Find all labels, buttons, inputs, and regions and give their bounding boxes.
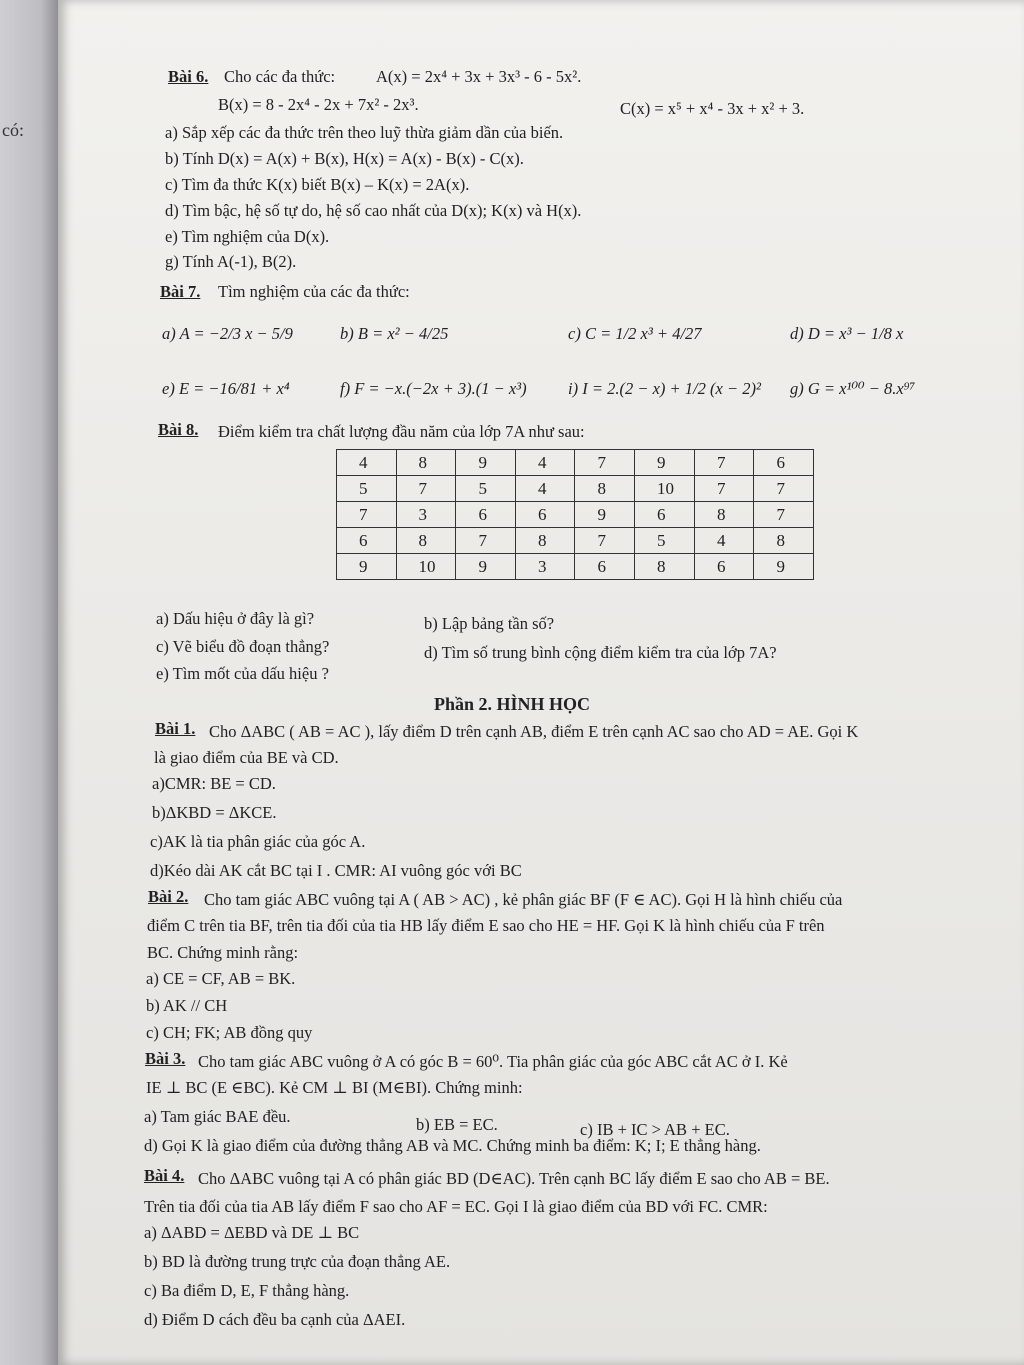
geo-bai2-line1: Cho tam giác ABC vuông tại A ( AB > AC) , kẻ phân giác BF (F ∈ AC). Gọi H là hình chiếu của: [204, 890, 843, 909]
table-row: [337, 528, 814, 554]
table-cell: 7: [575, 528, 635, 554]
geo-bai4-item-c: c) Ba điểm D, E, F thẳng hàng.: [144, 1281, 350, 1300]
poly-b: B(x) = 8 - 2x⁴ - 2x + 7x² - 2x³.: [218, 95, 419, 114]
geo-bai2-title: Bài 2.: [148, 887, 189, 906]
bai6-title: Bài 6.: [168, 67, 209, 86]
geo-bai4-item-d: d) Điểm D cách đều ba cạnh của ΔAEI.: [144, 1310, 406, 1329]
bai6-item-a: a) Sắp xếp các đa thức trên theo luỹ thừa giảm dần của biến.: [165, 123, 564, 142]
table-cell: 3: [396, 502, 456, 528]
table-cell: 3: [515, 554, 575, 580]
table-cell: 5: [337, 476, 397, 502]
table-row: [337, 502, 814, 528]
bai6-item-b: b) Tính D(x) = A(x) + B(x), H(x) = A(x) - B(x) - C(x).: [165, 149, 524, 168]
bai7-item-a: a) A = −2/3 x − 5/9: [162, 324, 293, 343]
geo-bai2-item-b: b) AK // CH: [146, 996, 228, 1015]
bai8-q-b: b) Lập bảng tần số?: [424, 614, 555, 633]
geo-bai3-item-b: b) EB = EC.: [416, 1115, 498, 1134]
geo-bai1-item-b: b)ΔKBD = ΔKCE.: [152, 803, 277, 822]
table-cell: 8: [396, 450, 456, 476]
table-row: [337, 450, 814, 476]
table-cell: 6: [456, 502, 516, 528]
table-cell: 6: [515, 502, 575, 528]
side-note: có:: [2, 120, 24, 140]
bai8-q-d: d) Tìm số trung bình cộng điểm kiểm tra của lớp 7A?: [424, 643, 777, 662]
geo-bai3-item-a: a) Tam giác BAE đều.: [144, 1107, 291, 1126]
table-cell: 9: [635, 450, 695, 476]
bai7-item-g: g) G = x¹⁰⁰ − 8.x⁹⁷: [790, 379, 916, 398]
geo-bai4-title: Bài 4.: [144, 1166, 185, 1185]
table-row: [337, 554, 814, 580]
geo-bai3-line2: IE ⊥ BC (E ∈BC). Kẻ CM ⊥ BI (M∈BI). Chứng minh:: [146, 1078, 523, 1097]
geo-bai2-line2: điểm C trên tia BF, trên tia đối của tia HB lấy điểm E sao cho HE = HF. Gọi K là hình chiếu của F trên: [147, 916, 825, 935]
geo-bai3-title: Bài 3.: [145, 1049, 186, 1068]
table-cell: 7: [575, 450, 635, 476]
geo-bai2-item-a: a) CE = CF, AB = BK.: [146, 969, 296, 988]
bai7-item-e: e) E = −16/81 + x⁴: [162, 379, 290, 398]
geo-bai1-line1: Cho ΔABC ( AB = AC ), lấy điểm D trên cạnh AB, điểm E trên cạnh AC sao cho AD = AE. Gọi K: [209, 722, 859, 741]
bai7-item-f: f) F = −x.(−2x + 3).(1 − x³): [340, 379, 527, 398]
table-cell: 7: [754, 476, 814, 502]
geo-bai4-line2: Trên tia đối của tia AB lấy điểm F sao cho AF = EC. Gọi I là giao điểm của BD với FC. CMR:: [144, 1197, 768, 1216]
part2-heading: Phần 2. HÌNH HỌC: [434, 694, 591, 714]
geo-bai1-item-c: c)AK là tia phân giác của góc A.: [150, 832, 366, 851]
bai8-q-a: a) Dấu hiệu ở đây là gì?: [156, 609, 315, 628]
table-cell: 8: [694, 502, 754, 528]
table-cell: 7: [337, 502, 397, 528]
geo-bai1-item-d: d)Kéo dài AK cắt BC tại I . CMR: AI vuông góc với BC: [150, 861, 522, 880]
table-cell: 8: [515, 528, 575, 554]
table-row: [337, 476, 814, 502]
bai6-item-e: e) Tìm nghiệm của D(x).: [165, 227, 330, 246]
table-cell: 7: [754, 502, 814, 528]
table-cell: 7: [396, 476, 456, 502]
geo-bai3-item-c: c) IB + IC > AB + EC.: [580, 1120, 730, 1139]
bai7-intro: Tìm nghiệm của các đa thức:: [218, 282, 410, 301]
table-cell: 6: [635, 502, 695, 528]
table-cell: 9: [575, 502, 635, 528]
geo-bai4-item-b: b) BD là đường trung trực của đoạn thẳng AE.: [144, 1252, 451, 1271]
table-cell: 8: [754, 528, 814, 554]
table-cell: 9: [456, 450, 516, 476]
bai7-item-b: b) B = x² − 4/25: [340, 324, 449, 343]
table-cell: 5: [456, 476, 516, 502]
bai7-item-d: d) D = x³ − 1/8 x: [790, 324, 904, 343]
worksheet-page: [58, 0, 1024, 1365]
table-cell: 4: [337, 450, 397, 476]
geo-bai3-line1: Cho tam giác ABC vuông ở A có góc B = 60⁰. Tia phân giác của góc ABC cắt AC ở I. Kẻ: [198, 1052, 788, 1071]
geo-bai4-line1: Cho ΔABC vuông tại A có phân giác BD (D∈AC). Trên cạnh BC lấy điểm E sao cho AB = BE.: [198, 1169, 830, 1188]
bai8-title: Bài 8.: [158, 420, 199, 439]
geo-bai2-item-c: c) CH; FK; AB đồng quy: [146, 1023, 313, 1042]
table-cell: 8: [575, 476, 635, 502]
table-cell: 6: [337, 528, 397, 554]
table-cell: 5: [635, 528, 695, 554]
table-cell: 4: [515, 476, 575, 502]
table-cell: 8: [396, 528, 456, 554]
bai8-intro: Điểm kiểm tra chất lượng đầu năm của lớp 7A như sau:: [218, 422, 585, 441]
table-cell: 10: [396, 554, 456, 580]
geo-bai1-line2: là giao điểm của BE và CD.: [154, 748, 339, 767]
bai7-title: Bài 7.: [160, 282, 201, 301]
bai6-item-g: g) Tính A(-1), B(2).: [165, 252, 297, 271]
bai6-item-c: c) Tìm đa thức K(x) biết B(x) – K(x) = 2A(x).: [165, 175, 470, 194]
geo-bai1-item-a: a)CMR: BE = CD.: [152, 774, 276, 793]
bai8-q-e: e) Tìm mốt của dấu hiệu ?: [156, 664, 329, 683]
geo-bai4-item-a: a) ΔABD = ΔEBD và DE ⊥ BC: [144, 1223, 360, 1242]
score-table: [336, 449, 814, 580]
bai8-q-c: c) Vẽ biểu đồ đoạn thẳng?: [156, 637, 330, 656]
table-cell: 9: [337, 554, 397, 580]
geo-bai3-item-d: d) Gọi K là giao điểm của đường thẳng AB và MC. Chứng minh ba điểm: K; I; E thẳng hàng.: [144, 1136, 761, 1155]
poly-a: A(x) = 2x⁴ + 3x + 3x³ - 6 - 5x².: [376, 67, 582, 86]
table-cell: 8: [635, 554, 695, 580]
bai7-item-c: c) C = 1/2 x³ + 4/27: [568, 324, 702, 343]
geo-bai2-line3: BC. Chứng minh rằng:: [147, 943, 299, 962]
poly-c: C(x) = x⁵ + x⁴ - 3x + x² + 3.: [620, 99, 805, 118]
bai7-item-i: i) I = 2.(2 − x) + 1/2 (x − 2)²: [568, 379, 761, 398]
table-cell: 7: [694, 450, 754, 476]
table-cell: 7: [694, 476, 754, 502]
bai6-intro: Cho các đa thức:: [224, 67, 336, 86]
table-cell: 6: [754, 450, 814, 476]
geo-bai1-title: Bài 1.: [155, 719, 196, 738]
table-cell: 9: [754, 554, 814, 580]
bai6-item-d: d) Tìm bậc, hệ số tự do, hệ số cao nhất của D(x); K(x) và H(x).: [165, 201, 582, 220]
left-page-edge: [0, 0, 58, 1365]
table-cell: 4: [694, 528, 754, 554]
table-cell: 6: [575, 554, 635, 580]
table-cell: 9: [456, 554, 516, 580]
table-cell: 7: [456, 528, 516, 554]
table-cell: 4: [515, 450, 575, 476]
table-cell: 6: [694, 554, 754, 580]
table-cell: 10: [635, 476, 695, 502]
